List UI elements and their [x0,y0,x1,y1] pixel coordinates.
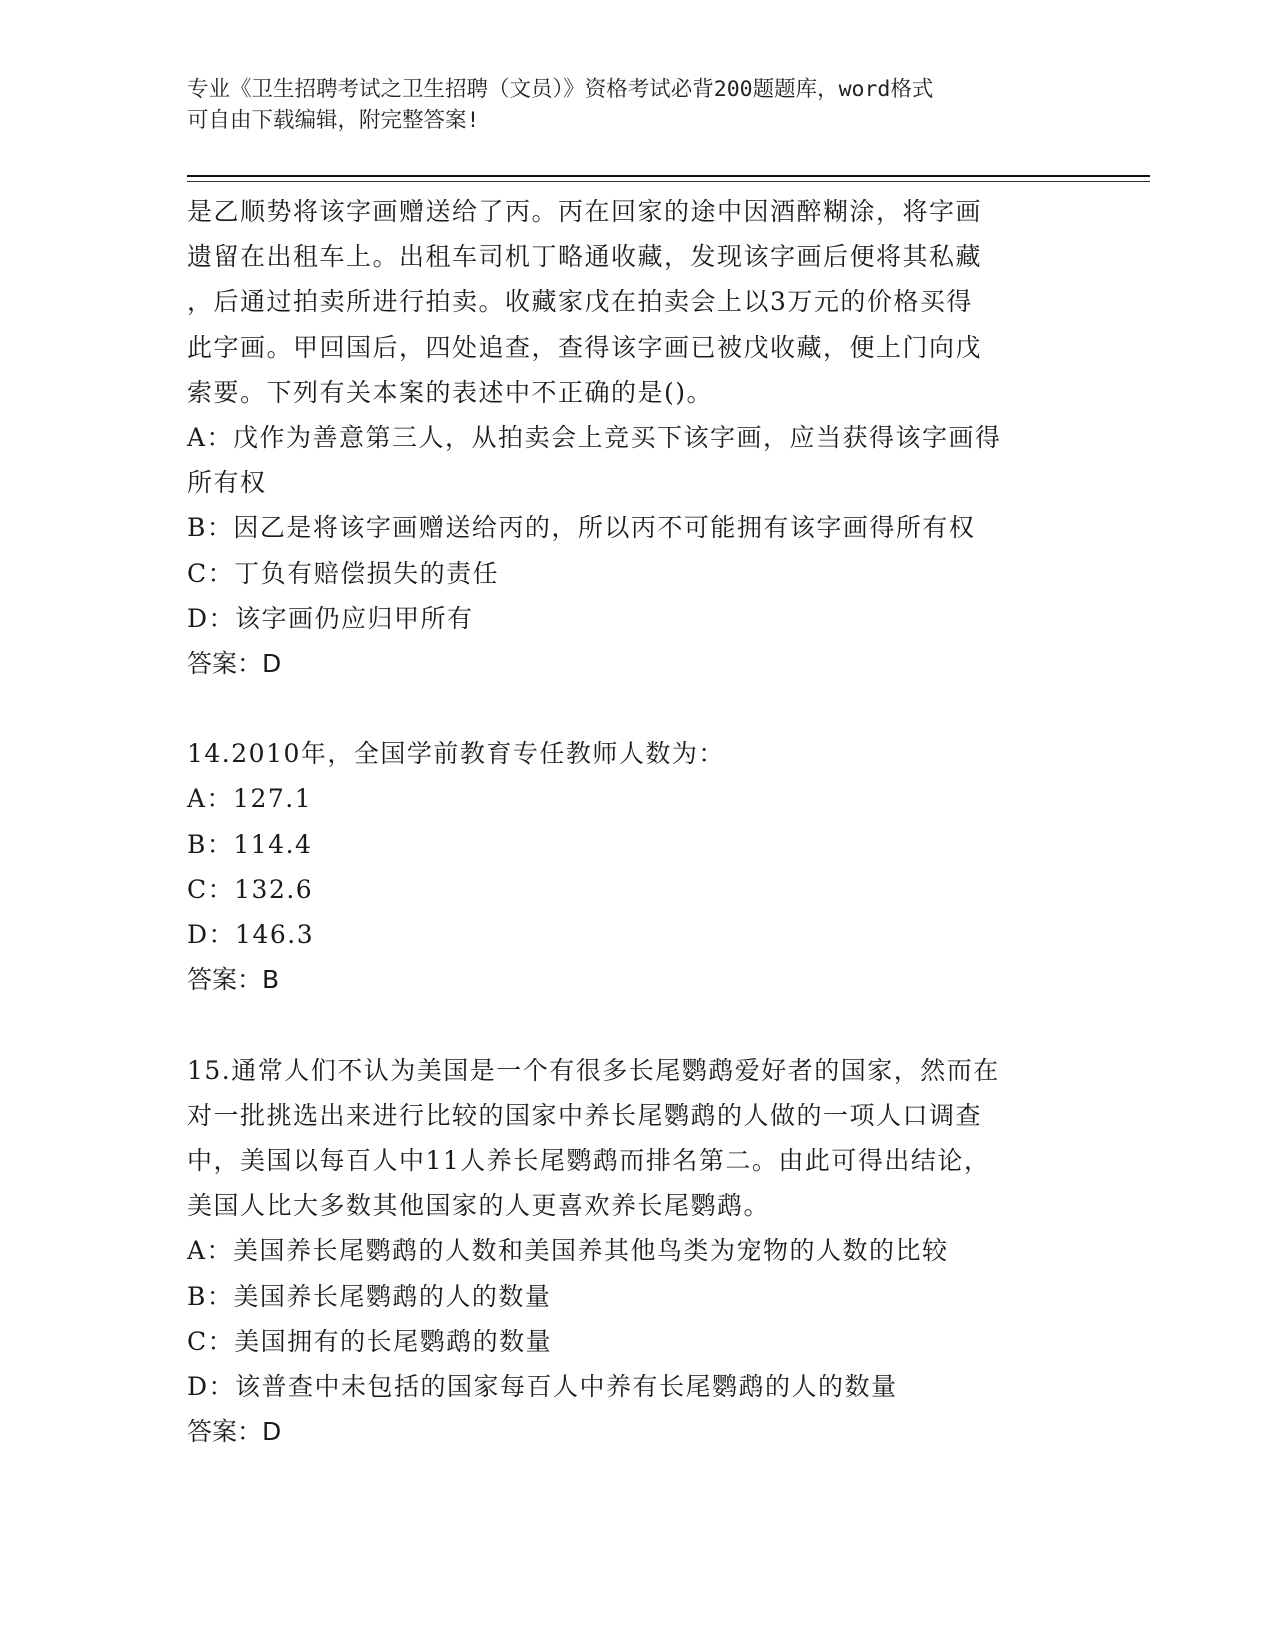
option-d: D：146.3 [187,920,315,949]
question-stem-line: 14.2010年，全国学前教育专任教师人数为： [187,739,725,769]
header-line-1: 专业《卫生招聘考试之卫生招聘（文员）》资格考试必背200题题库，word格式 [187,77,934,102]
option-a: A：美国养长尾鹦鹉的人数和美国养其他鸟类为宠物的人数的比较 [187,1236,949,1266]
answer: 答案：D [187,648,282,678]
header-rule-thick [187,175,1150,177]
question-stem-line: 索要。下列有关本案的表述中不正确的是()。 [187,377,714,407]
option-d: D：该普查中未包括的国家每百人中养有长尾鹦鹉的人的数量 [187,1371,898,1401]
question-14 [187,731,1087,1002]
option-a: A：127.1 [187,784,313,814]
option-b: B：美国养长尾鹦鹉的人的数量 [187,1281,552,1311]
spacer [187,1002,1087,1047]
question-stem-line: 美国人比大多数其他国家的人更喜欢养长尾鹦鹉。 [187,1191,771,1221]
question-13 [187,189,1087,686]
page-header [187,74,1087,136]
option-c: C：132.6 [187,874,314,904]
answer: 答案：B [187,965,280,995]
question-stem-line: 此字画。甲回国后，四处追查，查得该字画已被戊收藏，便上门向戊 [187,332,983,362]
question-stem-line: 遗留在出租车上。出租车司机丁略通收藏，发现该字画后便将其私藏 [187,242,983,272]
answer: 答案：D [187,1417,282,1447]
question-stem-line: 是乙顺势将该字画赠送给了丙。丙在回家的途中因酒醉糊涂，将字画 [187,197,983,226]
option-a: A：戊作为善意第三人，从拍卖会上竞买下该字画，应当获得该字画得 [187,422,1002,452]
question-stem-line: ，后通过拍卖所进行拍卖。收藏家戊在拍卖会上以3万元的价格买得 [187,287,973,317]
question-list [187,189,1087,1454]
option-c: C：美国拥有的长尾鹦鹉的数量 [187,1326,553,1356]
question-15 [187,1048,1087,1455]
option-c: C：丁负有赔偿损失的责任 [187,558,500,588]
header-line-2: 可自由下载编辑，附完整答案! [187,108,480,133]
option-b: B：因乙是将该字画赠送给丙的，所以丙不可能拥有该字画得所有权 [187,513,976,543]
question-stem-line: 中，美国以每百人中11人养长尾鹦鹉而排名第二。由此可得出结论， [187,1145,991,1175]
spacer [187,686,1087,731]
question-stem-line: 15.通常人们不认为美国是一个有很多长尾鹦鹉爱好者的国家，然而在 [187,1055,1000,1085]
option-b: B：114.4 [187,829,313,859]
option-d: D：该字画仍应归甲所有 [187,603,474,633]
question-stem-line: 对一批挑选出来进行比较的国家中养长尾鹦鹉的人做的一项人口调查 [187,1100,983,1130]
option-a-continued: 所有权 [187,468,267,498]
header-rule-thin [187,181,1150,182]
